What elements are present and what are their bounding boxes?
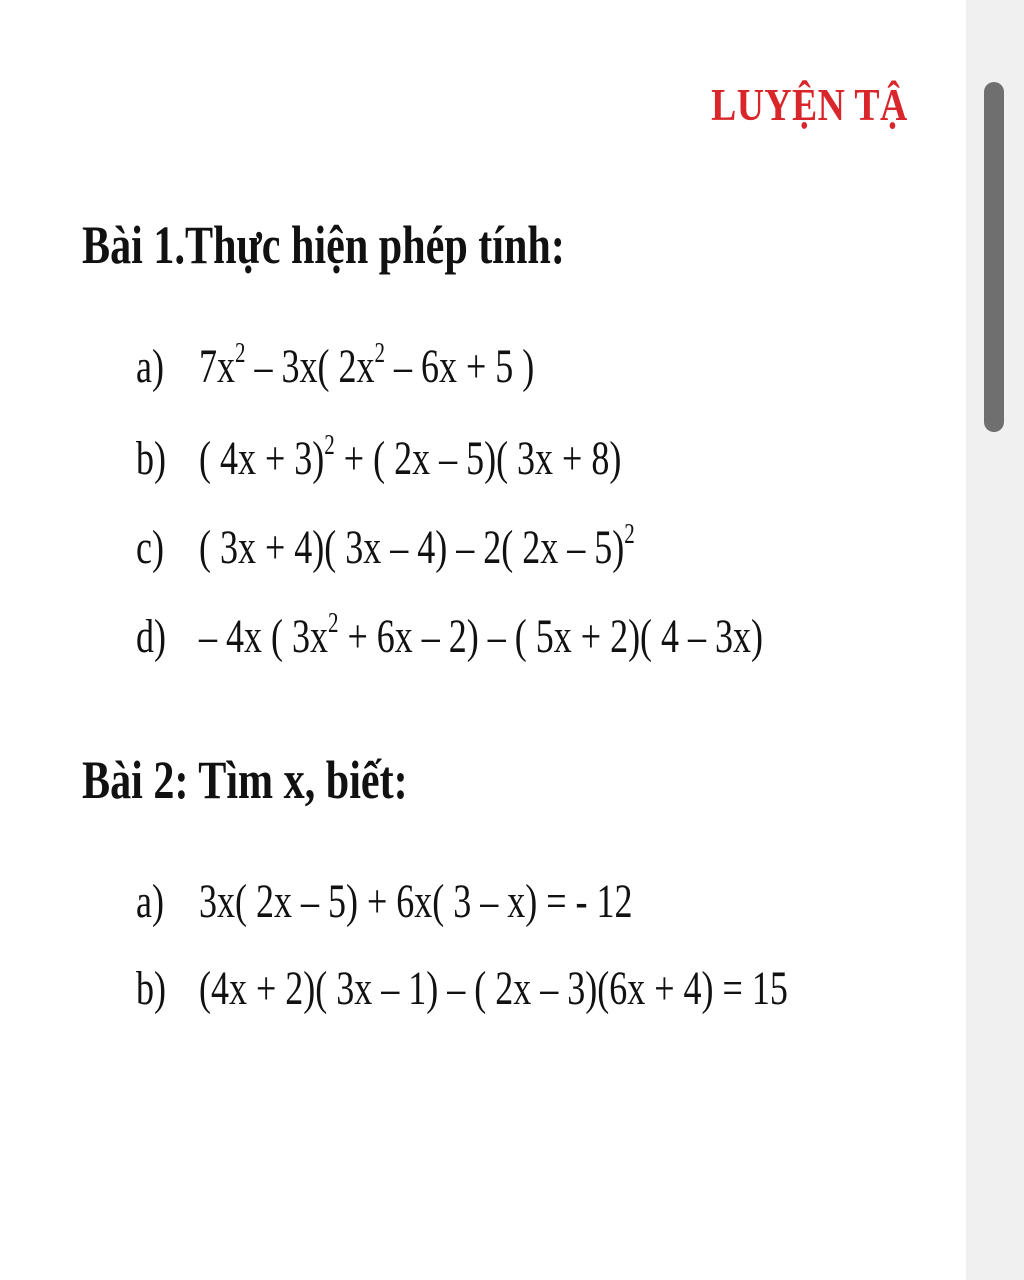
expression-part: + 6x – 2) – ( 5x + 2)( 4 – 3x) [338,610,764,663]
page-title: LUYỆN TẬ [711,79,908,130]
item-label: a) [136,340,164,393]
expression-part: – 4x ( 3x [199,610,328,663]
exercise-1-item-a [136,338,535,393]
expression-part: – 3x( 2x [245,340,375,393]
item-label: a) [136,875,164,928]
exponent: 2 [374,338,385,369]
item-label: b) [136,432,166,485]
exercise-2-item-a [136,875,633,928]
expression-part: ( 3x + 4)( 3x – 4) – 2( 2x – 5) [199,521,625,574]
expression-part: 7x [199,340,235,393]
exponent: 2 [327,608,339,639]
exponent: 2 [235,338,246,369]
exercise-1-item-d [136,608,764,663]
exponent: 2 [324,430,335,461]
expression-part: + ( 2x – 5)( 3x + 8) [334,432,622,485]
exercise-1-item-c [136,519,635,574]
exercise-1-item-b [136,430,622,485]
scrollbar-thumb[interactable] [984,82,1004,432]
exponent: 2 [624,519,635,550]
item-label: d) [136,610,166,663]
exercise-2-item-b [136,962,788,1015]
expression-part: ( 4x + 3) [199,432,325,485]
expression-part: – 6x + 5 ) [384,340,535,393]
item-label: c) [136,521,164,574]
equation: 3x( 2x – 5) + 6x( 3 – x) = - 12 [199,875,633,928]
item-label: b) [136,962,166,1015]
exercise-2-heading: Bài 2: Tìm x, biết: [82,750,408,810]
equation: (4x + 2)( 3x – 1) – ( 2x – 3)(6x + 4) = 15 [199,962,788,1015]
exercise-1-heading: Bài 1.Thực hiện phép tính: [82,215,565,275]
